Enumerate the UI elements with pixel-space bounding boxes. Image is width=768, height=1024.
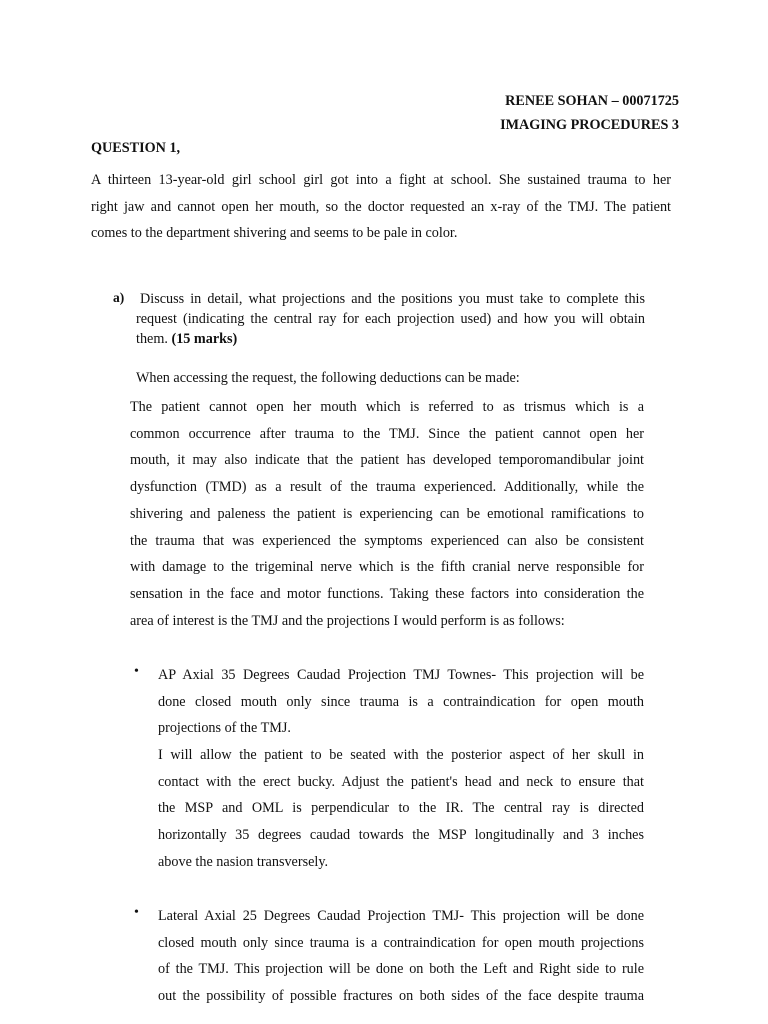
part-a-line (136, 289, 645, 309)
part-a-marks: (15 marks) (171, 331, 238, 348)
course-line: IMAGING PROCEDURES 3 (500, 117, 679, 133)
answer-line: mouth, it may also indicate that the patient has developed temporomandibular joint (130, 452, 644, 469)
bullet-line: out the possibility of possible fractures on both sides of the face despite trauma (158, 988, 644, 1005)
part-a-label: a) (113, 290, 125, 305)
bullet-line: projections of the TMJ. (158, 720, 291, 737)
answer-line: common occurrence after trauma to the TMJ. Since the patient cannot open her (130, 425, 644, 442)
bullet-item-lateral-axial (158, 903, 644, 1010)
answer-paragraph (130, 394, 644, 634)
accessing-line: When accessing the request, the following deductions can be made: (136, 370, 520, 386)
part-a-line (136, 329, 645, 349)
question-title: QUESTION 1, (91, 140, 181, 156)
bullet-line: the MSP and OML is perpendicular to the IR. The central ray is directed (158, 800, 644, 817)
bullet-line: of the TMJ. This projection will be done on both the Left and Right side to rule (158, 961, 644, 978)
part-a-last-prefix: them. (136, 331, 168, 348)
bullet-line: contact with the erect bucky. Adjust the patient's head and neck to ensure that (158, 773, 644, 790)
intro-line: A thirteen 13-year-old girl school girl got into a fight at school. She sustained trauma to her (91, 172, 671, 188)
intro-line: right jaw and cannot open her mouth, so the doctor requested an x-ray of the TMJ. The patient (91, 198, 671, 215)
answer-line: area of interest is the TMJ and the projections I would perform is as follows: (130, 612, 565, 629)
bullet-dot: • (134, 905, 139, 920)
bullet-line: I will allow the patient to be seated with the posterior aspect of her skull in (158, 747, 644, 763)
answer-line: the trauma that was experienced the symptoms experienced can also be consistent (130, 532, 644, 549)
bullet-dot: • (134, 664, 139, 679)
answer-line: shivering and paleness the patient is experiencing can be emotional ramifications to (130, 505, 644, 522)
bullet-line: above the nasion transversely. (158, 853, 329, 870)
answer-line: dysfunction (TMD) as a result of the trauma experienced. Additionally, while the (130, 479, 644, 496)
question-intro (91, 167, 671, 247)
bullet-item-ap-axial-continued (158, 742, 644, 876)
bullet-line: done closed mouth only since trauma is a contraindication for open mouth (158, 693, 644, 710)
intro-line: comes to the department shivering and seems to be pale in color. (91, 225, 458, 241)
bullet-item-ap-axial (158, 662, 644, 742)
answer-line: with damage to the trigeminal nerve which is the fifth cranial nerve responsible for (130, 559, 644, 576)
bullet-line: horizontally 35 degrees caudad towards the MSP longitudinally and 3 inches (158, 827, 644, 844)
answer-line: The patient cannot open her mouth which is referred to as trismus which is a (130, 399, 644, 415)
bullet-line: Lateral Axial 25 Degrees Caudad Projection TMJ- This projection will be done (158, 908, 644, 924)
part-a-line-text: Discuss in detail, what projections and the positions you must take to complete this (140, 291, 645, 307)
answer-line: sensation in the face and motor functions. Taking these factors into consideration the (130, 585, 644, 602)
part-a-line: request (indicating the central ray for each projection used) and how you will obtain (136, 311, 645, 328)
author-line: RENEE SOHAN – 00071725 (505, 93, 679, 109)
bullet-line: AP Axial 35 Degrees Caudad Projection TMJ Townes- This projection will be (158, 667, 644, 683)
bullet-line: closed mouth only since trauma is a contraindication for open mouth projections (158, 934, 644, 951)
part-a-prompt (136, 289, 645, 350)
